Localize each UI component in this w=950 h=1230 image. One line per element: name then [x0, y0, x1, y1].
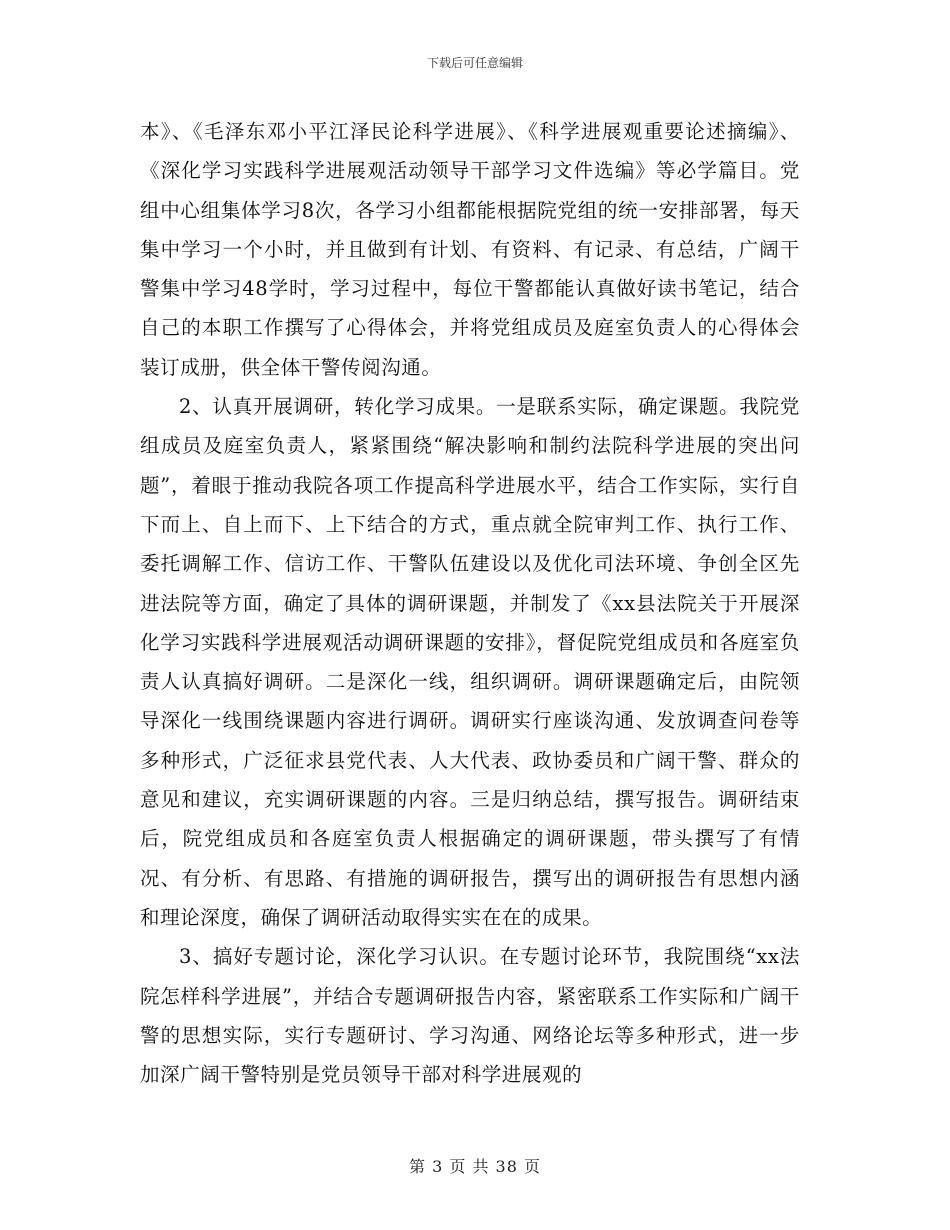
page-header: 下载后可任意编辑 — [426, 56, 523, 70]
page-footer: 第 3 页 共 38 页 — [409, 1157, 541, 1176]
paragraph-research: 2、认真开展调研，转化学习成果。一是联系实际，确定课题。我院党组成员及庭室负责人，紧紧围绕“解决影响和制约法院科学进展的突出问题”，着眼于推动我院各项工作提高科学进展水平，结合工作实际，实行自下而上、自上而下、上下结合的方式，重点就全院审判工作、执行工作、委托调解工作、信访工作、干警队伍建设以及优化司法环境、争创全区先进法院等方面，确定了具体的调研课题，并制发了《xx县法院关于开展深化学习实践科学进展观活动调研课题的安排》，督促院党组成员和各庭室负责人认真搞好调研。二是深化一线，组织调研。调研课题确定后，由院领导深化一线围绕课题内容进行调研。调研实行座谈沟通、发放调查问卷等多种形式，广泛征求县党代表、人大代表、政协委员和广阔干警、群众的意见和建议，充实调研课题的内容。三是归纳总结，撰写报告。调研结束后，院党组成员和各庭室负责人根据确定的调研课题，带头撰写了有情况、有分析、有思路、有措施的调研报告，撰写出的调研报告有思想内涵和理论深度，确保了调研活动取得实实在在的成果。 — [140, 395, 800, 929]
paragraph-discussion: 3、搞好专题讨论，深化学习认识。在专题讨论环节，我院围绕“xx法院怎样科学进展”，并结合专题调研报告内容，紧密联系工作实际和广阔干警的思想实际，实行专题研讨、学习沟通、网络论坛等多种形式，进一步加深广阔干警特别是党员领导干部对科学进展观的 — [140, 945, 800, 1087]
paragraph-continuation: 本》、《毛泽东邓小平江泽民论科学进展》、《科学进展观重要论述摘编》、《深化学习实践科学进展观活动领导干部学习文件选编》等必学篇目。党组中心组集体学习8次，各学习小组都能根据院党组的统一安排部署，每天集中学习一个小时，并且做到有计划、有资料、有记录、有总结，广阔干警集中学习48学时，学习过程中，每位干警都能认真做好读书笔记，结合自己的本职工作撰写了心得体会，并将党组成员及庭室负责人的心得体会装订成册，供全体干警传阅沟通。 — [140, 120, 800, 379]
document-body — [140, 112, 800, 1094]
